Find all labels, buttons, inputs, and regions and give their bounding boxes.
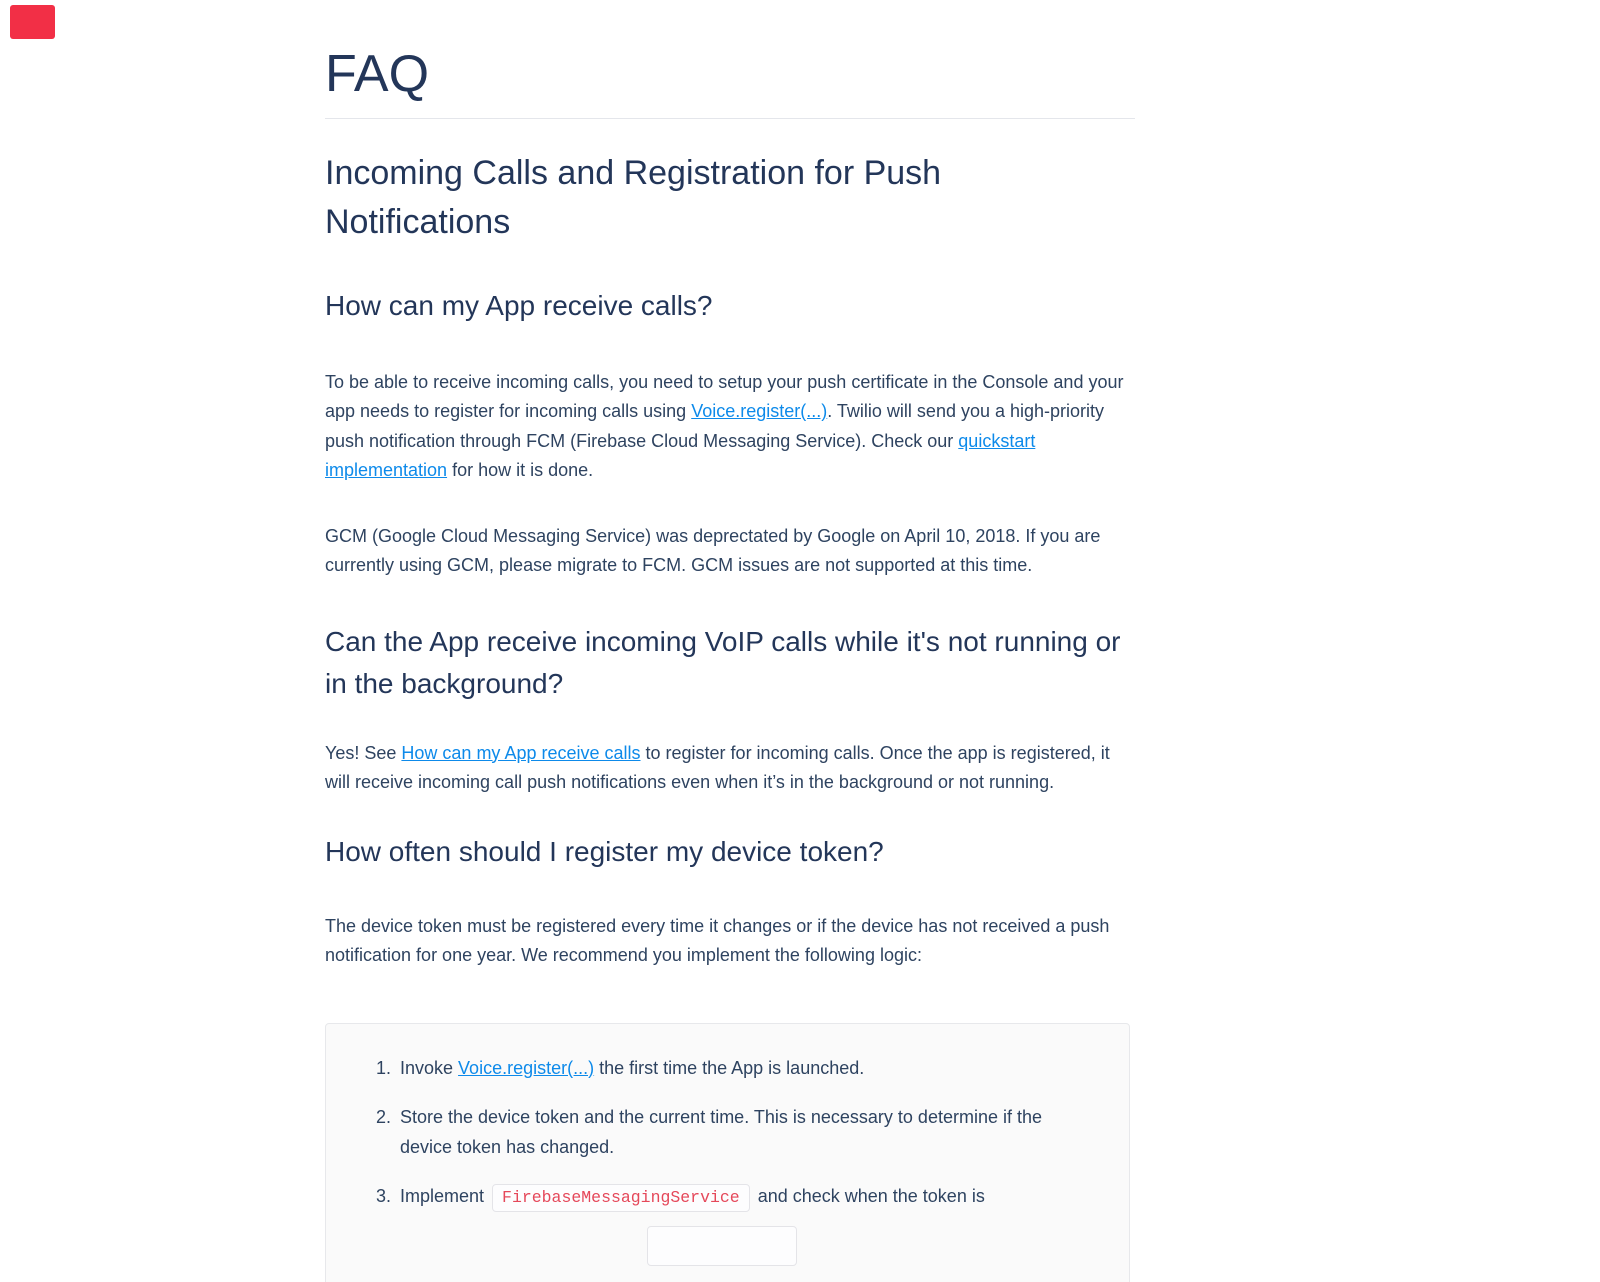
- logic-steps-box: [325, 1023, 1130, 1282]
- how-can-my-app-receive-calls-link[interactable]: How can my App receive calls: [401, 742, 641, 763]
- list-item-text: and check when the token is: [752, 1186, 985, 1207]
- logic-steps-list: [366, 1054, 1089, 1273]
- gcm-deprecation-paragraph: GCM (Google Cloud Messaging Service) was deprectated by Google on April 10, 2018. If you are currently using GCM, please migrate to FCM. GCM issues are not supported at this time.: [325, 525, 1101, 576]
- paragraph-text: To be able to receive incoming calls, you need to setup your push certificate in the Console and your app needs to register for incoming calls using: [325, 371, 1124, 422]
- voice-register-link[interactable]: Voice.register(...): [458, 1057, 595, 1078]
- paragraph-text: Yes! See: [325, 742, 402, 763]
- firebase-messaging-service-code: FirebaseMessagingService: [492, 1184, 750, 1212]
- list-item-text: the first time the App is launched.: [594, 1057, 865, 1078]
- answer-paragraph-receive-calls: [325, 368, 1135, 486]
- answer-paragraph-register-token: The device token must be registered every time it changes or if the device has not received a push notification for one year. We recommend you implement the following logic:: [325, 915, 1110, 966]
- list-item: [396, 1103, 1089, 1162]
- title-divider: [325, 118, 1135, 119]
- clipped-code-pill: [647, 1226, 797, 1266]
- red-logo-block[interactable]: [10, 5, 55, 39]
- question-heading-register-token: How often should I register my device token?: [325, 835, 884, 867]
- list-item-text: Implement: [400, 1186, 490, 1207]
- section-heading: Incoming Calls and Registration for Push Notifications: [325, 154, 942, 242]
- faq-article: [325, 0, 1135, 1282]
- page-title: FAQ: [325, 45, 430, 103]
- voice-register-link[interactable]: Voice.register(...): [691, 401, 828, 422]
- list-item-text: Invoke: [400, 1057, 459, 1078]
- list-item: [396, 1182, 1089, 1273]
- quickstart-implementation-link[interactable]: quickstart implementation: [325, 430, 1036, 481]
- answer-paragraph-background-calls: [325, 739, 1135, 798]
- list-item: [396, 1054, 1089, 1084]
- list-item-text: Store the device token and the current time. This is necessary to determine if the device token has changed.: [400, 1107, 1042, 1157]
- clipped-next-line: [400, 1213, 1089, 1273]
- question-heading-background-calls: Can the App receive incoming VoIP calls while it's not running or in the background?: [325, 625, 1121, 699]
- paragraph-text: . Twilio will send you a high-priority push notification through FCM (Firebase Cloud Messaging Service). Check our: [325, 401, 1105, 451]
- paragraph-text: for how it is done.: [447, 460, 594, 481]
- paragraph-text: to register for incoming calls. Once the app is registered, it will receive incoming call push notifications even when it’s in the background or not running.: [325, 742, 1110, 793]
- question-heading-receive-calls: How can my App receive calls?: [325, 289, 713, 321]
